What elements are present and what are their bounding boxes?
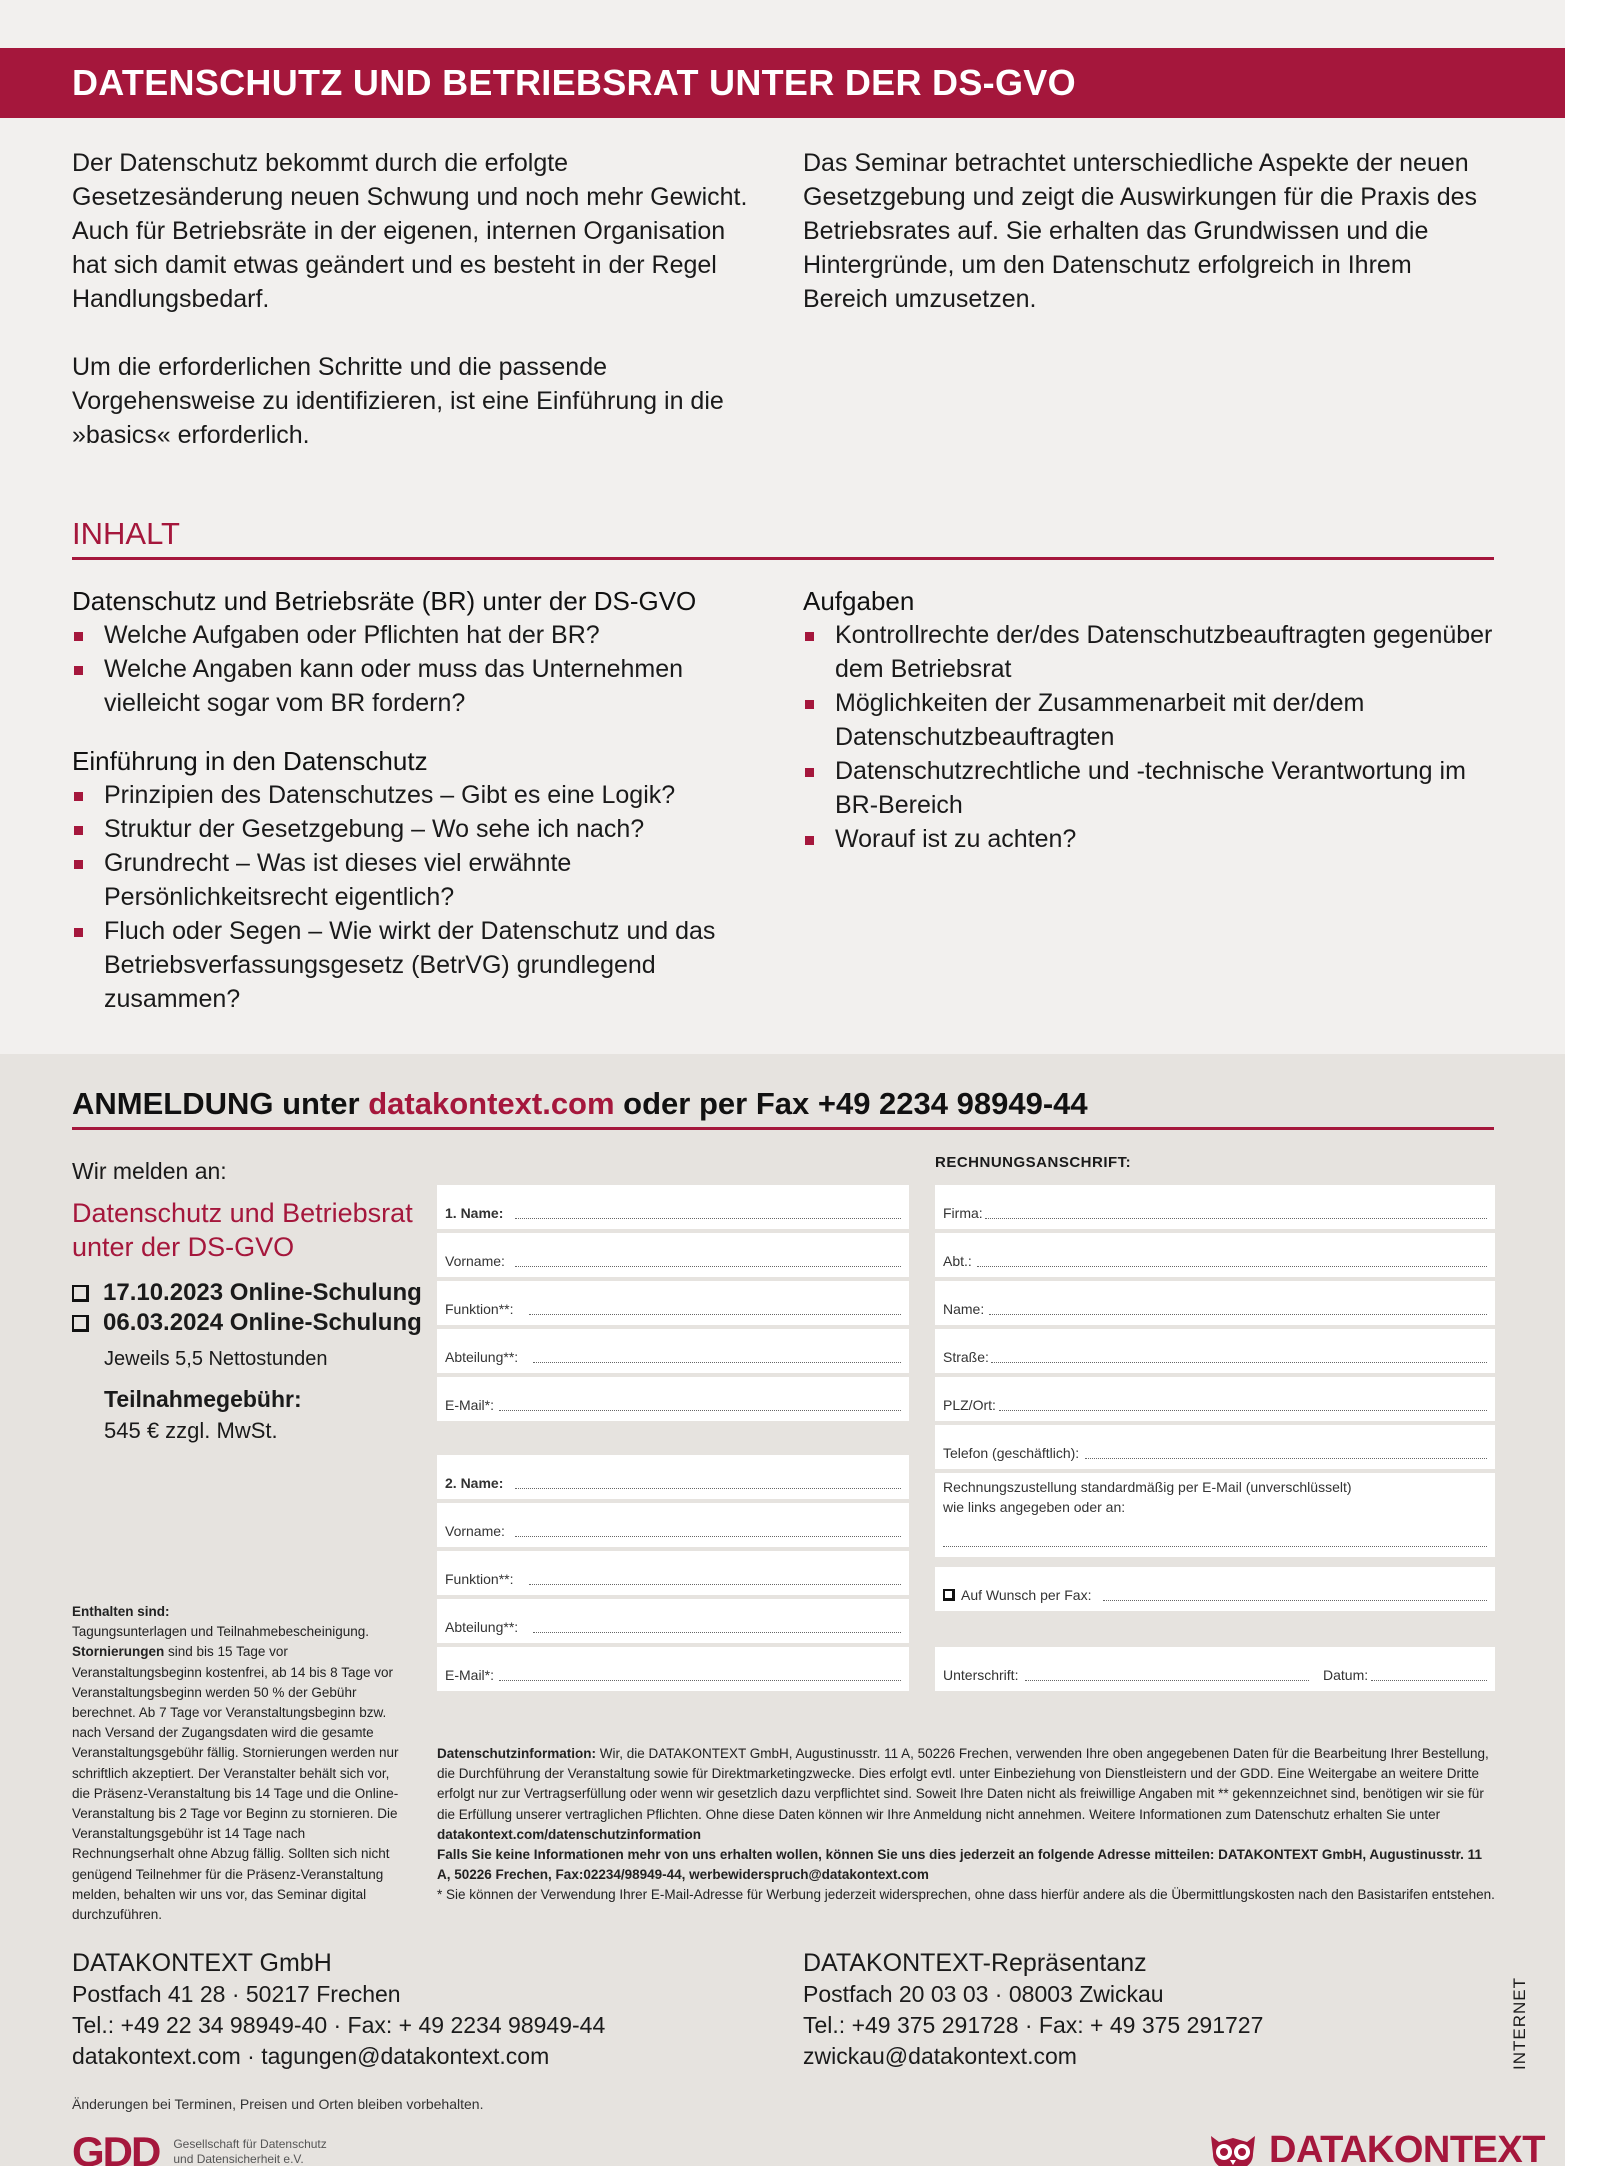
field-label: E-Mail*: [445, 1397, 495, 1413]
checkbox-icon[interactable] [72, 1315, 89, 1332]
checkbox-icon[interactable] [72, 1285, 89, 1302]
divider [72, 1127, 1494, 1130]
rechnung-heading: RECHNUNGSANSCHRIFT: [935, 1154, 1132, 1171]
field-line [985, 1218, 1487, 1219]
gdd-line: und Datensicherheit e.V. [173, 2152, 304, 2166]
registration-link[interactable]: datakontext.com [368, 1086, 615, 1121]
gdd-line: Gesellschaft für Datenschutz [173, 2137, 327, 2151]
company-name: DATAKONTEXT GmbH [72, 1949, 332, 1977]
field-line [1371, 1680, 1487, 1681]
fax-option[interactable] [943, 1587, 1091, 1603]
fee-label: Teilnahmegebühr: [104, 1386, 302, 1412]
registration-heading-text: ANMELDUNG unter [72, 1086, 369, 1121]
field-label: Abteilung**: [445, 1619, 519, 1635]
field-line [999, 1410, 1487, 1411]
topic-title: Einführung in den Datenschutz [72, 746, 428, 776]
list-item: Welche Angaben kann oder muss das Unternehmen vielleicht sogar vom BR fordern? [72, 652, 762, 720]
divider [72, 557, 1494, 560]
field-label: 2. Name: [445, 1475, 504, 1491]
storno-text: sind bis 15 Tage vor Veranstaltungsbeginn kostenfrei, ab 14 bis 8 Tage vor Veranstaltungsbeginn werden 50 % der Gebühr berechnet. Ab 7 Tage vor Veranstaltungsbeginn bzw. nach Versand der Zugangsdaten wird die gesamte Veranstaltungsgebühr fällig. Stornierungen werden nur schriftlich akzeptiert. Der Veranstalter behält sich vor, die Präsenz-Veranstaltung bis 14 Tage und die Online-Veranstaltung bis 2 Tage vor Beginn zu stornieren. Die Veranstaltungsgebühr ist 14 Tage nach Rechnungserhalt ohne Abzug fällig. Sollten sich nicht genügend Teilnehmer für die Präsenz-Veranstaltung melden, behalten wir uns vor, das Seminar digital durchzuführen. [72, 1644, 399, 1923]
field-label: Vorname: [445, 1253, 505, 1269]
storno-label: Stornierungen [72, 1644, 165, 1660]
field-line [515, 1218, 901, 1219]
intro-right [803, 146, 1493, 350]
signature-field[interactable] [935, 1647, 1495, 1691]
inhalt-heading: INHALT [72, 516, 180, 551]
field-label: Firma: [943, 1205, 983, 1221]
field-line [1085, 1458, 1487, 1459]
owl-icon [1205, 2128, 1261, 2166]
intro-left [72, 146, 762, 486]
included-text: Tagungsunterlagen und Teilnahmebescheinigung. [72, 1624, 369, 1640]
email-field-2[interactable] [437, 1647, 909, 1691]
gdd-text [173, 2137, 326, 2166]
registration-heading [72, 1086, 1088, 1122]
wir-melden-label: Wir melden an: [72, 1158, 227, 1184]
date-options [72, 1278, 422, 1338]
name-field-2[interactable] [437, 1455, 909, 1499]
privacy-label: Datenschutzinformation: [437, 1746, 597, 1761]
field-label: Name: [943, 1301, 985, 1317]
list-item: Fluch oder Segen – Wie wirkt der Datenschutz und das Betriebsverfassungsgesetz (BetrVG) grundlegend zusammen? [72, 914, 762, 1016]
list-item: Kontrollrechte der/des Datenschutzbeauftragten gegenüber dem Betriebsrat [803, 618, 1493, 686]
funktion-field-2[interactable] [437, 1551, 909, 1595]
field-line [529, 1584, 901, 1585]
field-label: PLZ/Ort: [943, 1397, 996, 1413]
field-line [943, 1546, 1487, 1547]
plz-ort-field[interactable] [935, 1377, 1495, 1421]
topic-title: Aufgaben [803, 586, 915, 616]
optout-notice: Falls Sie keine Informationen mehr von uns erhalten wollen, können Sie uns dies jederzeit an folgende Adresse mitteilen: DATAKONTEXT GmbH, Augustinusstr. 11 A, 50226 Frechen, Fax:02234/98949-44, werbewiderspruch@datakontext.com [437, 1847, 1482, 1883]
fee-value: 545 € zzgl. MwSt. [104, 1418, 278, 1443]
topic-title: Datenschutz und Betriebsräte (BR) unter der DS-GVO [72, 586, 697, 616]
abteilung-field-1[interactable] [437, 1329, 909, 1373]
web-email-line[interactable]: datakontext.com · tagungen@datakontext.com [72, 2043, 550, 2069]
field-line [515, 1488, 901, 1489]
title-banner [0, 48, 1565, 118]
footnote: * Sie können der Verwendung Ihrer E-Mail-Adresse für Werbung jederzeit widersprechen, ohne dass hierfür andere als die Übermittlungskosten nach den Basistarifen entstehen. [437, 1887, 1495, 1903]
field-label: E-Mail*: [445, 1667, 495, 1683]
vorname-field-1[interactable] [437, 1233, 909, 1277]
inhalt-right-column [803, 584, 1493, 880]
field-label: 1. Name: [445, 1205, 504, 1221]
address-zwickau [803, 1948, 1263, 2072]
included-label: Enthalten sind: [72, 1604, 170, 1619]
field-line [1103, 1600, 1487, 1601]
address-line: Postfach 20 03 03 · 08003 Zwickau [803, 1981, 1164, 2007]
list-item: Möglichkeiten der Zusammenarbeit mit der/dem Datenschutzbeauftragten [803, 686, 1493, 754]
list-item: Datenschutzrechtliche und -technische Verantwortung im BR-Bereich [803, 754, 1493, 822]
rechnung-name-field[interactable] [935, 1281, 1495, 1325]
field-label: Telefon (geschäftlich): [943, 1445, 1080, 1461]
internet-label: INTERNET [1510, 1977, 1529, 2070]
list-item: Struktur der Gesetzgebung – Wo sehe ich nach? [72, 812, 762, 846]
invoice-note: wie links angegeben oder an: [943, 1499, 1126, 1515]
field-line [499, 1410, 901, 1411]
field-line [989, 1314, 1487, 1315]
intro-paragraph: Das Seminar betrachtet unterschiedliche Aspekte der neuen Gesetzgebung und zeigt die Auswirkungen für die Praxis des Betriebsrates auf. Sie erhalten das Grundwissen und die Hintergründe, um den Datenschutz erfolgreich in Ihrem Bereich umzusetzen. [803, 149, 1478, 313]
company-name: DATAKONTEXT-Repräsentanz [803, 1949, 1147, 1977]
field-line [533, 1362, 901, 1363]
field-label: Abteilung**: [445, 1349, 519, 1365]
datakontext-logo [1205, 2128, 1545, 2166]
inhalt-left-column [72, 584, 762, 1040]
fax-option-label: Auf Wunsch per Fax: [961, 1587, 1092, 1603]
gdd-logo [72, 2128, 327, 2166]
field-line [991, 1362, 1487, 1363]
changes-note: Änderungen bei Terminen, Preisen und Orten bleiben vorbehalten. [72, 2096, 484, 2112]
invoice-note: Rechnungszustellung standardmäßig per E-Mail (unverschlüsselt) [943, 1479, 1352, 1495]
field-label: Unterschrift: [943, 1667, 1019, 1683]
privacy-body: Wir, die DATAKONTEXT GmbH, Augustinusstr. 11 A, 50226 Frechen, verwenden Ihre oben angegebenen Daten für die Bearbeitung Ihrer Bestellung, die Durchführung der Veranstaltung sowie für Direktmarketingzwecke. Dies erfolgt evtl. unter Einbeziehung von Dienstleistern und der GDD. Eine Weitergabe an weitere Dritte erfolgt nur zur Vertragserfüllung oder wenn wir gesetzlich dazu verpflichtet sind. Soweit Ihre Daten nicht als freiwillige Angaben mit ** gekennzeichnet sind, benötigen wir sie für die Erfüllung unserer vertraglichen Pflichten. Ohne diese Daten können wir Ihre Anmeldung nicht annehmen. Weitere Informationen zum Datenschutz erhalten Sie unter [437, 1746, 1489, 1822]
list-item: Prinzipien des Datenschutzes – Gibt es eine Logik? [72, 778, 762, 812]
field-label: Funktion**: [445, 1571, 514, 1587]
field-line [533, 1632, 901, 1633]
privacy-link[interactable]: datakontext.com/datenschutzinformation [437, 1826, 702, 1842]
field-label: Straße: [943, 1349, 989, 1365]
firma-field[interactable] [935, 1185, 1495, 1229]
address-frechen [72, 1948, 605, 2072]
date-option[interactable] [72, 1278, 422, 1308]
intro-paragraph: Um die erforderlichen Schritte und die passende Vorgehensweise zu identifizieren, ist eine Einführung in die »basics« erforderlich. [72, 353, 724, 449]
date-option[interactable] [72, 1308, 422, 1338]
date-label: 17.10.2023 Online-Schulung [103, 1279, 422, 1306]
telefon-field[interactable] [935, 1425, 1495, 1469]
contact-line: Tel.: +49 375 291728 · Fax: + 49 375 291727 [803, 2012, 1264, 2038]
field-line [515, 1266, 901, 1267]
terms-text [72, 1602, 402, 1925]
list-item: Worauf ist zu achten? [803, 822, 1493, 856]
vorname-field-2[interactable] [437, 1503, 909, 1547]
gdd-mark: GDD [72, 2128, 160, 2166]
field-label: Datum: [1323, 1667, 1369, 1683]
name-field-1[interactable] [437, 1185, 909, 1229]
privacy-text [437, 1744, 1495, 1906]
invoice-email-field[interactable] [935, 1473, 1495, 1557]
email-field-1[interactable] [437, 1377, 909, 1421]
list-item: Welche Aufgaben oder Pflichten hat der BR? [72, 618, 762, 652]
contact-line: Tel.: +49 22 34 98949-40 · Fax: + 49 2234 98949-44 [72, 2012, 606, 2038]
field-label: Vorname: [445, 1523, 505, 1539]
field-line [977, 1266, 1487, 1267]
datakontext-wordmark: DATAKONTEXT [1269, 2128, 1545, 2166]
date-label: 06.03.2024 Online-Schulung [103, 1309, 422, 1336]
field-line [1025, 1680, 1309, 1681]
email-line[interactable]: zwickau@datakontext.com [803, 2043, 1077, 2069]
registration-heading-fax: oder per Fax +49 2234 98949-44 [614, 1086, 1088, 1121]
list-item: Grundrecht – Was ist dieses viel erwähnte Persönlichkeitsrecht eigentlich? [72, 846, 762, 914]
field-line [529, 1314, 901, 1315]
intro-paragraph: Der Datenschutz bekommt durch die erfolgte Gesetzesänderung neuen Schwung und noch mehr Gewicht. Auch für Betriebsräte in der eigenen, internen Organisation hat sich damit etwas geändert und es besteht in der Regel Handlungsbedarf. [72, 149, 748, 313]
hours-note: Jeweils 5,5 Nettostunden [104, 1348, 328, 1370]
field-line [499, 1680, 901, 1681]
funktion-field-1[interactable] [437, 1281, 909, 1325]
fax-option-field[interactable] [935, 1567, 1495, 1611]
field-line [515, 1536, 901, 1537]
strasse-field[interactable] [935, 1329, 1495, 1373]
field-label: Funktion**: [445, 1301, 514, 1317]
abteilung-field-2[interactable] [437, 1599, 909, 1643]
page-title: DATENSCHUTZ UND BETRIEBSRAT UNTER DER DS-GVO [72, 62, 1076, 103]
checkbox-icon[interactable] [943, 1589, 955, 1601]
course-title: Datenschutz und Betriebsrat unter der DS-GVO [72, 1198, 413, 1262]
address-line: Postfach 41 28 · 50217 Frechen [72, 1981, 401, 2007]
abt-field[interactable] [935, 1233, 1495, 1277]
field-label: Abt.: [943, 1253, 972, 1269]
